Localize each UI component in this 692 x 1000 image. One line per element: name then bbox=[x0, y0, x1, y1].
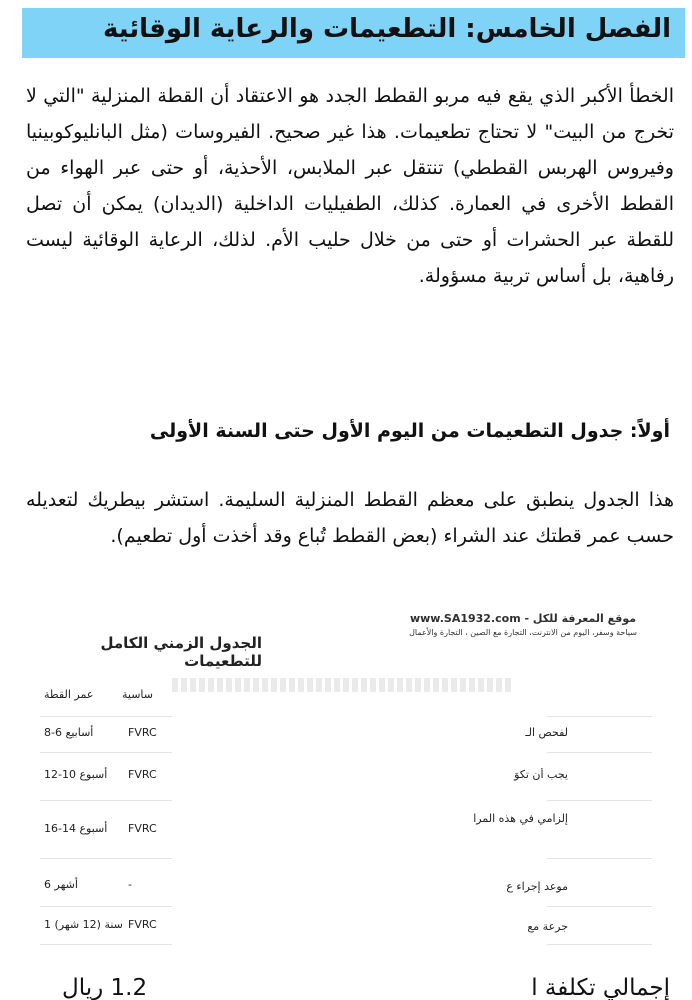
row-note: يجب أن تكوَ bbox=[514, 768, 568, 781]
row-vaccine: FVRC bbox=[128, 822, 157, 835]
total-cost-value: 1.2 ريال bbox=[62, 975, 148, 1000]
row-note: موعد إجراء ع bbox=[506, 880, 568, 893]
row-note: لفحص الـ bbox=[525, 726, 568, 739]
row-note: جرعة مع bbox=[527, 920, 568, 933]
row-divider bbox=[547, 716, 652, 717]
row-vaccine: - bbox=[128, 878, 132, 891]
chapter-title: الفصل الخامس: التطعيمات والرعاية الوقائية bbox=[102, 14, 671, 44]
row-age: أسبوع 14-16 bbox=[44, 822, 108, 835]
row-divider bbox=[547, 906, 652, 907]
row-age: سنة (12 شهر) 1 bbox=[44, 918, 123, 931]
row-age: أسبوع 10-12 bbox=[44, 768, 108, 781]
row-vaccine: FVRC bbox=[128, 726, 157, 739]
row-divider bbox=[40, 858, 172, 859]
column-header-age: عمر القطة bbox=[44, 688, 94, 701]
row-age: أشهر 6 bbox=[44, 878, 78, 891]
row-vaccine: FVRC bbox=[128, 918, 157, 931]
watermark bbox=[388, 612, 658, 637]
section-heading: أولاً: جدول التطعيمات من اليوم الأول حتى السنة الأولى bbox=[149, 420, 670, 442]
row-age: أسابيع 6-8 bbox=[44, 726, 94, 739]
schedule-title: الجدول الزمني الكامل للتطعيمات bbox=[100, 634, 262, 670]
row-note: إلزامي في هذه المرا bbox=[473, 812, 568, 825]
intro-paragraph: الخطأ الأكبر الذي يقع فيه مربو القطط الجدد هو الاعتقاد أن القطة المنزلية "التي لا تخرج من البيت" لا تحتاج تطعيمات. هذا غير صحيح. الفيروسات (مثل البانليوكوبينيا وفيروس الهربس القططي) تنتقل عبر الملابس، الأحذية، أو حتى عبر الهواء من القطط الأخرى في العمارة. كذلك، الطفيليات الداخلية (الديدان) يمكن أن تصل للقطة عبر الحشرات أو حتى من خلال حليب الأم. لذلك، الرعاية الوقائية ليست رفاهية، بل أساس تربية مسؤولة. bbox=[26, 85, 674, 287]
vaccination-schedule-image bbox=[22, 612, 672, 957]
row-divider bbox=[40, 944, 172, 945]
row-divider bbox=[40, 716, 172, 717]
total-cost-label: إجمالي تكلفة ا bbox=[531, 975, 670, 1000]
row-vaccine: FVRC bbox=[128, 768, 157, 781]
chapter-banner bbox=[22, 8, 685, 58]
row-divider bbox=[40, 906, 172, 907]
watermark-line1: موقع المعرفة للكل - www.SA1932.com bbox=[409, 612, 637, 625]
row-divider bbox=[40, 752, 172, 753]
row-divider bbox=[547, 944, 652, 945]
column-header-basic: ساسية bbox=[122, 688, 154, 701]
section-paragraph: هذا الجدول ينطبق على معظم القطط المنزلية السليمة. استشر بيطريك لتعديله حسب عمر قطتك عند الشراء (بعض القطط تُباع وقد أخذت أول تطعيم). bbox=[26, 489, 674, 547]
row-divider bbox=[547, 800, 652, 801]
watermark-line2: سياحة وسفر، اليوم من الانترنت، التجارة مع الصين ، التجارة والأعمال bbox=[409, 628, 637, 637]
row-divider bbox=[40, 800, 172, 801]
cut-text-strip bbox=[172, 678, 512, 692]
row-divider bbox=[547, 858, 652, 859]
row-divider bbox=[547, 752, 652, 753]
